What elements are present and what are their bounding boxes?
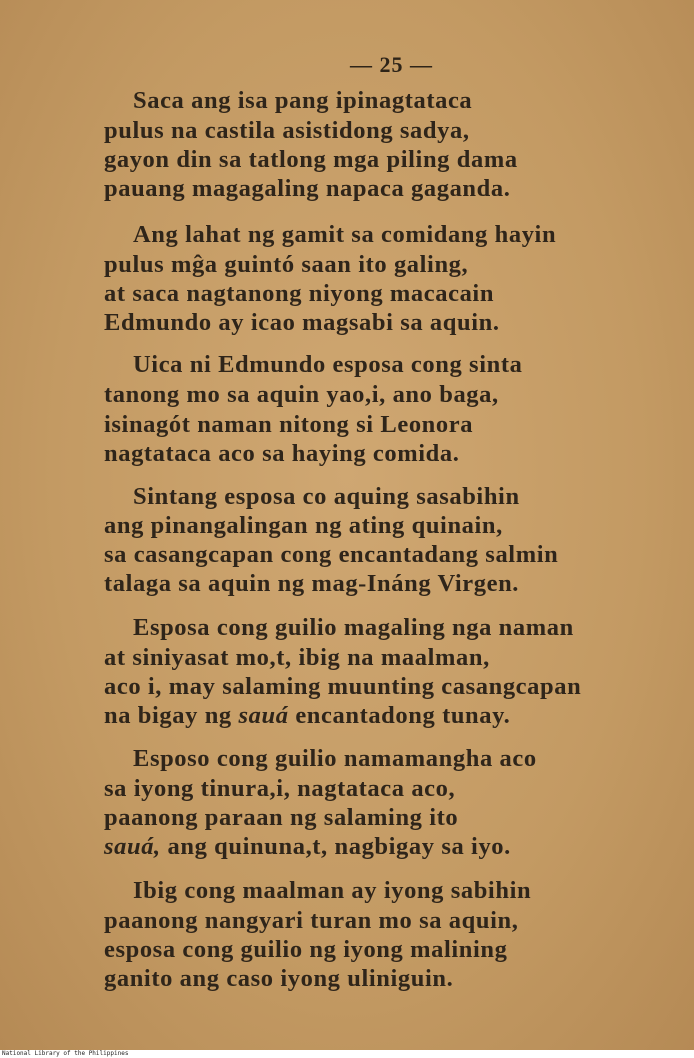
verse-line: at siniyasat mo,t, ibig na maalman, <box>104 644 490 671</box>
verse-line: sa casangcapan cong encantadang salmin <box>104 541 559 568</box>
verse-fragment: encantadong tunay. <box>295 702 511 729</box>
verse-line: paanong paraan ng salaming ito <box>104 804 459 831</box>
verse-line: ganito ang caso iyong uliniguin. <box>104 965 454 992</box>
verse-line: Esposa cong guilio magaling nga naman <box>133 614 574 641</box>
verse-line: tanong mo sa aquin yao,i, ano baga, <box>104 381 499 408</box>
verse-line <box>104 832 511 862</box>
verse-fragment: na bigay ng <box>104 702 232 729</box>
verse-line: pulus na castila asistidong sadya, <box>104 117 470 144</box>
verse-line: paanong nangyari turan mo sa aquin, <box>104 907 519 934</box>
verse-line: gayon din sa tatlong mga piling dama <box>104 146 518 173</box>
verse-line: talaga sa aquin ng mag-Ináng Virgen. <box>104 570 520 597</box>
page-number: — 25 — <box>350 52 433 77</box>
verse-line: Saca ang isa pang ipinagtataca <box>133 87 473 114</box>
verse-line: at saca nagtanong niyong macacain <box>104 280 495 307</box>
verse-line: esposa cong guilio ng iyong malining <box>104 936 508 963</box>
verse-line: pauang magagaling napaca gaganda. <box>104 175 511 202</box>
verse-line: ang pinangalingan ng ating quinain, <box>104 512 503 539</box>
verse-line: Uica ni Edmundo esposa cong sinta <box>133 351 523 378</box>
verse-line <box>104 701 510 731</box>
verse-line: Ibig cong maalman ay iyong sabihin <box>133 877 532 904</box>
verse-line: aco i, may salaming muunting casangcapan <box>104 673 582 700</box>
verse-line: Sintang esposa co aquing sasabihin <box>133 483 520 510</box>
verse-line: Edmundo ay icao magsabi sa aquin. <box>104 309 500 336</box>
verse-line: nagtataca aco sa haying comida. <box>104 440 460 467</box>
verse-line: Ang lahat ng gamit sa comidang hayin <box>133 221 557 248</box>
verse-line: sa iyong tinura,i, nagtataca aco, <box>104 775 456 802</box>
verse-line: isinagót naman nitong si Leonora <box>104 411 474 438</box>
italic-word: sauá, <box>104 833 161 860</box>
verse-line: pulus mĝa guintó saan ito galing, <box>104 251 469 278</box>
italic-word: sauá <box>238 702 289 729</box>
library-credit: National Library of the Philippines <box>2 1050 129 1057</box>
verse-line: Esposo cong guilio namamangha aco <box>133 745 537 772</box>
verse-fragment: ang quinuna,t, nagbigay sa iyo. <box>167 833 511 860</box>
